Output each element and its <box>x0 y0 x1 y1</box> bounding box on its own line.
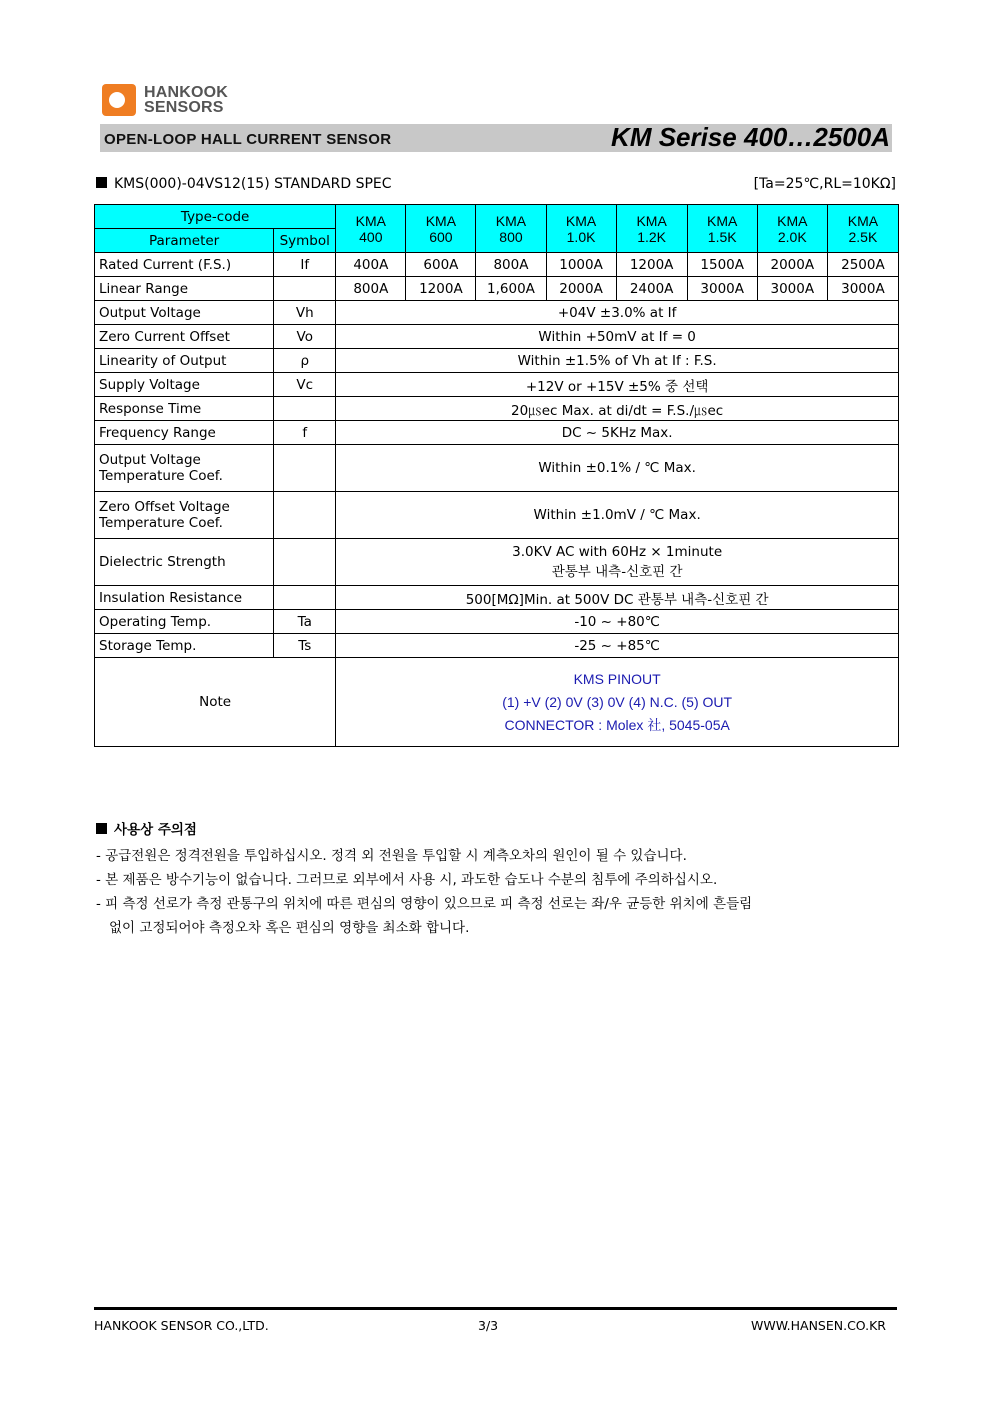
param-cell: Zero Current Offset <box>95 325 274 349</box>
footer-divider <box>94 1307 897 1310</box>
model-header: KMA 2.5K <box>827 205 898 253</box>
model-header: KMA 400 <box>336 205 406 253</box>
table-row <box>95 277 899 301</box>
model-header: KMA 2.0K <box>757 205 827 253</box>
value-cell: 400A <box>336 253 406 277</box>
model-header: KMA 1.2K <box>616 205 687 253</box>
logo-mark-icon <box>102 84 136 116</box>
symbol-cell: Ta <box>274 610 336 634</box>
table-row <box>95 539 899 586</box>
symbol-cell: Ts <box>274 634 336 658</box>
value-cell: 1500A <box>687 253 757 277</box>
value-cell: 3000A <box>827 277 898 301</box>
value-cell: 3000A <box>757 277 827 301</box>
value-cell: 1200A <box>406 277 476 301</box>
caution-section <box>96 818 901 940</box>
value-cell: 3.0KV AC with 60Hz × 1minute 관통부 내측-신호핀 간 <box>336 539 899 586</box>
symbol-cell <box>274 492 336 539</box>
table-row <box>95 492 899 539</box>
title-bar <box>100 124 892 152</box>
symbol-label: Symbol <box>274 229 336 253</box>
caution-item-continuation: 없이 고정되어야 측정오차 혹은 편심의 영향을 최소화 합니다. <box>109 920 470 936</box>
symbol-cell <box>274 445 336 492</box>
caution-heading: 사용상 주의점 <box>96 818 901 842</box>
symbol-cell <box>274 539 336 586</box>
table-row <box>95 325 899 349</box>
table-row <box>95 610 899 634</box>
param-cell: Storage Temp. <box>95 634 274 658</box>
param-cell: Frequency Range <box>95 421 274 445</box>
symbol-cell: ρ <box>274 349 336 373</box>
spec-table <box>94 204 899 747</box>
note-content <box>336 658 899 747</box>
note-row <box>95 658 899 747</box>
value-cell: 1,600A <box>476 277 546 301</box>
document-subtitle: OPEN-LOOP HALL CURRENT SENSOR <box>104 131 392 148</box>
value-cell: DC ~ 5KHz Max. <box>336 421 899 445</box>
value-cell: +04V ±3.0% at If <box>336 301 899 325</box>
value-cell: Within ±1.5% of Vh at If : F.S. <box>336 349 899 373</box>
param-cell: Operating Temp. <box>95 610 274 634</box>
table-row <box>95 349 899 373</box>
logo-line1: HANKOOK <box>144 84 229 101</box>
square-bullet-icon <box>96 823 107 834</box>
typecode-label: Type-code <box>95 205 336 229</box>
model-header: KMA 600 <box>406 205 476 253</box>
value-cell: 20㎲ec Max. at di/dt = F.S./㎲ec <box>336 397 899 421</box>
parameter-label: Parameter <box>95 229 274 253</box>
footer-company: HANKOOK SENSOR CO.,LTD. <box>94 1318 269 1333</box>
param-cell: Linearity of Output <box>95 349 274 373</box>
value-cell: Within +50mV at If = 0 <box>336 325 899 349</box>
value-cell: Within ±0.1% / ℃ Max. <box>336 445 899 492</box>
logo-line2: SENSORS <box>144 99 224 116</box>
note-line: KMS PINOUT <box>573 670 661 687</box>
param-cell: Supply Voltage <box>95 373 274 397</box>
param-cell: Insulation Resistance <box>95 586 274 610</box>
symbol-cell: Vo <box>274 325 336 349</box>
square-bullet-icon <box>96 177 107 188</box>
symbol-cell <box>274 397 336 421</box>
table-header-row <box>95 205 899 229</box>
symbol-cell <box>274 586 336 610</box>
value-cell: +12V or +15V ±5% 중 선택 <box>336 373 899 397</box>
table-row <box>95 301 899 325</box>
caution-item: - 피 측정 선로가 측정 관통구의 위치에 따른 편심의 영향이 있으므로 피 측정 선로는 좌/우 균등한 위치에 흔들림 <box>96 896 753 912</box>
value-cell: 1000A <box>546 253 616 277</box>
note-line: (1) +V (2) 0V (3) 0V (4) N.C. (5) OUT <box>502 693 733 710</box>
table-row <box>95 397 899 421</box>
table-row <box>95 253 899 277</box>
logo-text <box>144 85 228 115</box>
value-cell: 1200A <box>616 253 687 277</box>
value-cell: -25 ~ +85℃ <box>336 634 899 658</box>
param-cell: Zero Offset Voltage Temperature Coef. <box>95 492 274 539</box>
value-cell: 800A <box>476 253 546 277</box>
value-cell: 2400A <box>616 277 687 301</box>
param-cell: Response Time <box>95 397 274 421</box>
value-cell: 600A <box>406 253 476 277</box>
symbol-cell: Vc <box>274 373 336 397</box>
table-row <box>95 445 899 492</box>
table-row <box>95 634 899 658</box>
spec-heading: KMS(000)-04VS12(15) STANDARD SPEC <box>96 176 392 192</box>
value-cell: 2000A <box>757 253 827 277</box>
note-line: CONNECTOR : Molex 社, 5045-05A <box>504 716 730 733</box>
document-title: KM Serise 400…2500A <box>611 122 890 152</box>
symbol-cell <box>274 277 336 301</box>
caution-item: - 공급전원은 정격전원을 투입하십시오. 정격 외 전원을 투입할 시 계측오차의 원인이 될 수 있습니다. <box>96 848 687 864</box>
model-header: KMA 1.0K <box>546 205 616 253</box>
table-row <box>95 421 899 445</box>
param-cell: Dielectric Strength <box>95 539 274 586</box>
model-header: KMA 1.5K <box>687 205 757 253</box>
symbol-cell: f <box>274 421 336 445</box>
model-header: KMA 800 <box>476 205 546 253</box>
value-cell: 2500A <box>827 253 898 277</box>
note-label: Note <box>95 658 336 747</box>
spec-condition: [Ta=25℃,RL=10KΩ] <box>753 176 896 192</box>
company-logo <box>102 84 228 116</box>
param-cell: Rated Current (F.S.) <box>95 253 274 277</box>
value-cell: 800A <box>336 277 406 301</box>
value-cell: -10 ~ +80℃ <box>336 610 899 634</box>
value-cell: 500[MΩ]Min. at 500V DC 관통부 내측-신호핀 간 <box>336 586 899 610</box>
value-cell: 3000A <box>687 277 757 301</box>
table-row <box>95 586 899 610</box>
symbol-cell: Vh <box>274 301 336 325</box>
value-cell: 2000A <box>546 277 616 301</box>
param-cell: Output Voltage Temperature Coef. <box>95 445 274 492</box>
value-cell: Within ±1.0mV / ℃ Max. <box>336 492 899 539</box>
caution-item: - 본 제품은 방수기능이 없습니다. 그러므로 외부에서 사용 시, 과도한 습도나 수분의 침투에 주의하십시오. <box>96 872 718 888</box>
footer-page-number: 3/3 <box>478 1318 499 1333</box>
symbol-cell: If <box>274 253 336 277</box>
table-row <box>95 373 899 397</box>
footer-website: WWW.HANSEN.CO.KR <box>751 1318 886 1333</box>
param-cell: Output Voltage <box>95 301 274 325</box>
param-cell: Linear Range <box>95 277 274 301</box>
